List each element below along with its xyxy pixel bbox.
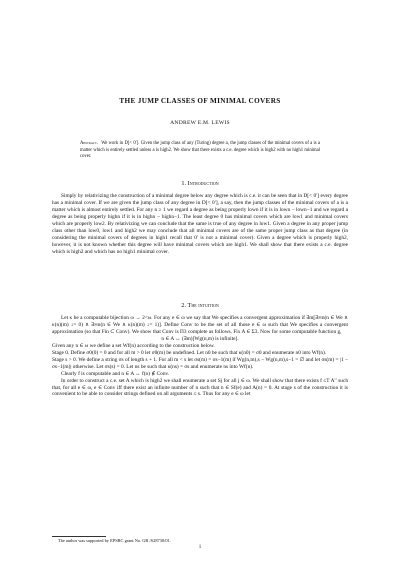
page-number: 1 <box>198 545 202 550</box>
paragraph: Given any n ∈ ω we define a set Wf(n) according to the construction below. <box>52 342 215 349</box>
paragraph: Stage 0. Define σ0(0) = 0 and for all m > 0 let σ0(m) be undefined. Let n0 be such that κ(n0) = σ0 and enumerate n0 into Wf(n). <box>52 349 327 356</box>
abstract-text: We work in D[< 0′]. Given the jump class of any (Turing) degree a, the jump classes of the minimal covers of a is a matter which is entirely settled unless a is high2. We show that there exists a c.e. degree which is high2 with no high1 minimal cover. <box>80 141 320 159</box>
intuition-body <box>52 315 348 398</box>
section-number: 2. <box>181 302 186 309</box>
paragraph: Clearly f is computable and n ∈ A ↔ f(n) ∉ Conv. <box>61 370 170 377</box>
paper-title: THE JUMP CLASSES OF MINIMAL COVERS <box>119 97 281 105</box>
footnote: The author was supported by EPSRC grant No. GR /S28730/01. <box>58 538 171 543</box>
section-number: 1. <box>181 180 187 187</box>
footnote-rule <box>52 536 106 537</box>
paragraph: Let κ be a computable bijection ω → 2<ω. For any e ∈ ω we say that We specifies a convergent approximation if ∃m[∃∞n(n ∈ We ∧ κ(n)(m) ↓= 0) ∧ ∃∞n(n ∈ We ∧ κ(n)(m) ↓= 1)]. Define Conv to be the set of all those e ∈ ω such that We specifies a convergent approximation (so that Fin ⊂ Conv). We show that Conv is Π3 complete as follows. Fix A ∈ Σ3. Now for some computable function g, <box>52 315 348 335</box>
abstract <box>80 141 320 161</box>
paragraph: Stage s > 0. We define a string σs of length s + 1. For all m < s let σs(m) = σs−1(m) if Wg(n,m),s − Wg(n,m),s−1 = ∅ and let σs(m) = |1 − σs−1(m)| otherwise. Let σs(s) = 0. Let ns be such that κ(ns) = σs and enumerate ns into Wf(n). <box>52 356 348 370</box>
display-equation: n ∈ A ↔ (∃m)[Wg(n,m) is infinite]. <box>161 335 239 342</box>
abstract-label: Abstract. <box>80 141 99 146</box>
paragraph: In order to construct a c.e. set A which is high2 we shall enumerate a set Sj for all j ∈ ω. We shall show that there exists f ≤T A′′ such that, for all e ∈ ω, e ∈ Conv iff there exist an infinite number of n such that n ∈ Sf(e) and A(n) = 0. At stage s of the construction it is convenient to be able to consider strings defined on all arguments ≤ s. Thus for any e ∈ ω let <box>52 377 348 398</box>
section-heading-intuition <box>0 302 400 309</box>
section-title: The intuition <box>187 302 219 309</box>
paragraph: Simply by relativizing the construction of a minimal degree below any degree which is c.e. it can be seen that in D[< 0′] every degree has a minimal cover. If we are given the jump class of any degree in D[< 0′], a say, then the jump classes of the minimal covers of a is a matter which is almost entirely settled. For any n ≥ 1 we regard a degree as being properly lown if it is in lown − lown−1 and we regard a degree as being properly highn if it is in highn − highn−1. The least degree 0 has minimal covers which are low1 and minimal covers which are properly low2. By relativizing we can conclude that the same is true of any degree in low1. Given a degree in any proper jump class other than low0, low1 and high2 we may conclude that all minimal covers are of the same proper jump class as that degree (in considering the minimal covers of degrees in high1 recall that 0′ is not a minimal cover). Given a degree which is properly high2, however, it is not known whether this degree will have minimal covers which are high1. We shall show that there exists a c.e. degree which is high2 and which has no high1 minimal cover. <box>52 193 348 255</box>
introduction-body <box>52 193 348 256</box>
section-title: Introduction <box>187 180 219 187</box>
section-heading-introduction <box>0 180 400 187</box>
author-name: ANDREW E.M. LEWIS <box>170 120 230 126</box>
